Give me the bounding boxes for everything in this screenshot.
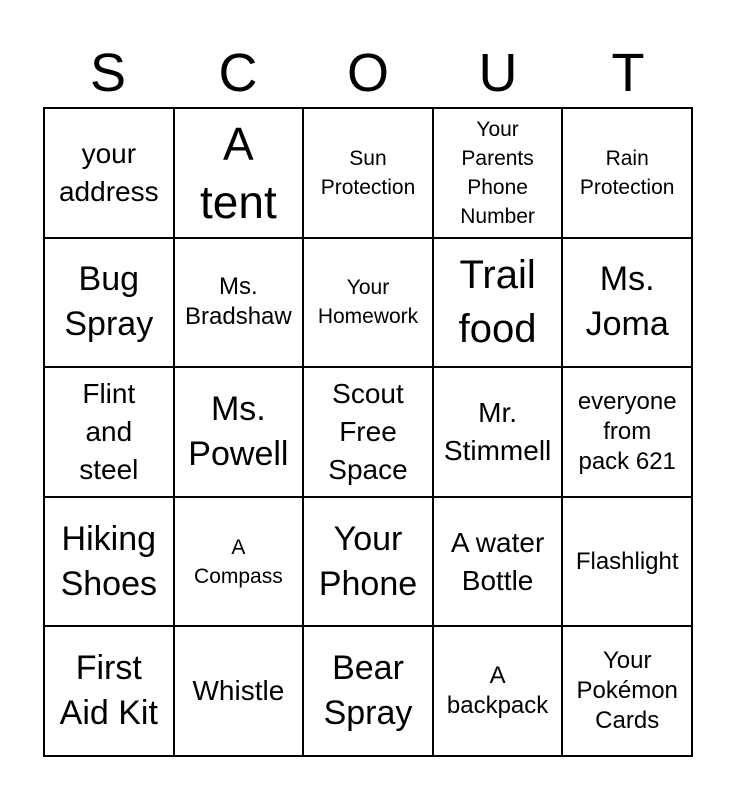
cell-label: Your Parents Phone Number	[460, 117, 535, 228]
bingo-cell[interactable]	[44, 108, 174, 238]
cell-label: Your Pokémon Cards	[576, 647, 678, 735]
cell-label: Whistle	[192, 675, 285, 707]
bingo-cell[interactable]	[303, 626, 433, 756]
bingo-cell[interactable]	[174, 367, 304, 497]
bingo-cell[interactable]	[303, 108, 433, 238]
bingo-cell[interactable]	[44, 497, 174, 627]
cell-label: Your Phone	[318, 519, 418, 603]
bingo-cell[interactable]	[562, 497, 692, 627]
cell-label: First Aid Kit	[59, 649, 158, 733]
cell-label: Hiking Shoes	[60, 519, 157, 603]
bingo-cell[interactable]	[433, 238, 563, 368]
header-letter-u: U	[478, 43, 518, 103]
bingo-cell[interactable]	[562, 238, 692, 368]
bingo-cell[interactable]	[174, 626, 304, 756]
bingo-cell[interactable]	[562, 108, 692, 238]
cell-label: Scout Free Space	[328, 377, 408, 485]
header-letter-s: S	[89, 43, 127, 103]
bingo-cell[interactable]	[174, 108, 304, 238]
cell-label: A tent	[200, 117, 277, 228]
bingo-cell[interactable]	[433, 626, 563, 756]
bingo-cell[interactable]	[44, 367, 174, 497]
cell-label: A backpack	[446, 662, 549, 720]
cell-label: A water Bottle	[450, 526, 545, 596]
cell-label: A Compass	[194, 535, 283, 588]
cell-label: Bear Spray	[323, 649, 413, 733]
bingo-cell[interactable]	[433, 108, 563, 238]
bingo-cell[interactable]	[44, 238, 174, 368]
header-letter-c: C	[218, 43, 258, 103]
cell-label: Bug Spray	[64, 260, 154, 344]
bingo-cell[interactable]	[303, 497, 433, 627]
bingo-cell[interactable]	[303, 238, 433, 368]
bingo-cell[interactable]	[174, 497, 304, 627]
bingo-cell free-space[interactable]	[303, 367, 433, 497]
bingo-header	[43, 40, 693, 106]
bingo-cell[interactable]	[562, 367, 692, 497]
cell-label: Sun Protection	[320, 146, 416, 199]
bingo-board	[43, 107, 693, 757]
cell-label: Rain Protection	[579, 146, 675, 199]
header-letter-t: T	[611, 43, 645, 103]
cell-label: Ms. Powell	[188, 389, 289, 473]
bingo-cell[interactable]	[174, 238, 304, 368]
bingo-cell[interactable]	[433, 367, 563, 497]
cell-label: everyone from pack 621	[577, 387, 677, 475]
cell-label: Flint and steel	[79, 377, 139, 485]
cell-label: Your Homework	[317, 276, 419, 329]
header-letter-o: O	[346, 43, 389, 103]
bingo-cell[interactable]	[562, 626, 692, 756]
bingo-cell[interactable]	[433, 497, 563, 627]
cell-label: Ms. Bradshaw	[185, 273, 292, 331]
bingo-cell[interactable]	[44, 626, 174, 756]
cell-label: your address	[58, 137, 159, 207]
cell-label: Mr. Stimmell	[443, 396, 552, 466]
cell-label: Ms. Joma	[585, 260, 669, 344]
cell-label: Flashlight	[575, 547, 679, 575]
cell-label: Trail food	[458, 253, 537, 352]
